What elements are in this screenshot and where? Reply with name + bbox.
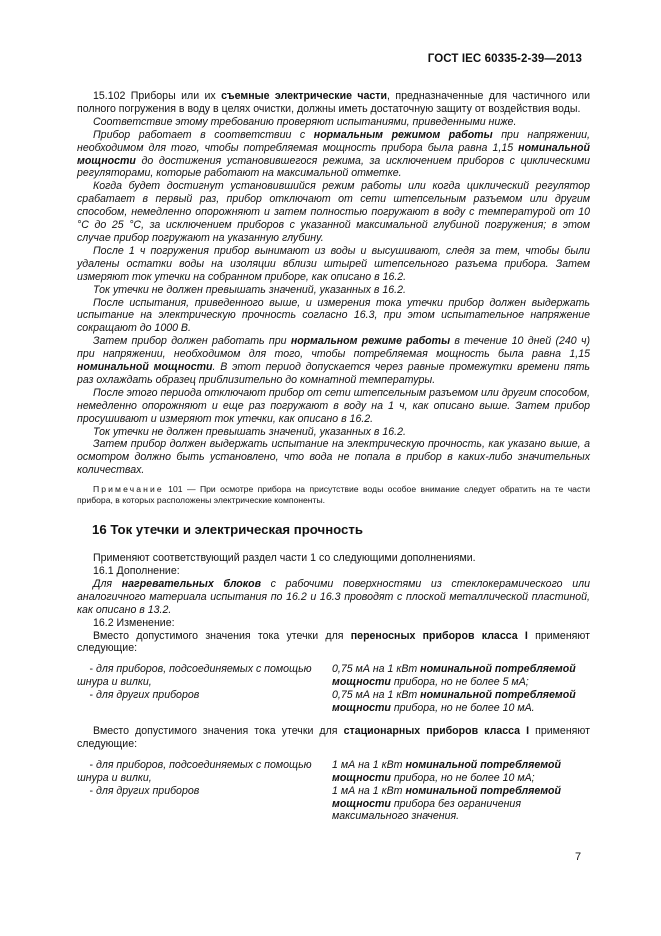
defined-term: переносных приборов класса I bbox=[350, 629, 528, 642]
text-run: применяют следующие: bbox=[77, 629, 590, 655]
stationary-limit-condition bbox=[77, 759, 332, 785]
defined-term: съемные электрические части bbox=[221, 90, 388, 102]
text-run: при напряжении, необходимом для того, чтобы потребляемая мощность прибора была равна 1,15 bbox=[77, 128, 590, 154]
portable-limit-row bbox=[77, 689, 590, 715]
clause-16-1-label bbox=[77, 565, 590, 578]
clause-16-1-text bbox=[77, 578, 590, 617]
text-run: 0,75 мА на 1 кВт bbox=[332, 663, 421, 676]
text-run: Затем прибор должен выдержать испытание на электрическую прочность, как указано выше, а осмотром должно быть установлено, что вода не попала в прибор в каких-либо значительных количествах. bbox=[77, 438, 590, 477]
text-run: прибора, но не более 10 мА; bbox=[390, 771, 535, 784]
defined-term: нормальным режимом работы bbox=[313, 128, 493, 141]
note-text: 101 — При осмотре прибора на присутствие воды особое внимание следует обратить на те части прибора, в которых расположены электрические компоненты. bbox=[77, 484, 590, 506]
text-run: Соответствие этому требованию проверяют испытаниями, приведенными ниже. bbox=[93, 115, 517, 128]
text-run: 0,75 мА на 1 кВт bbox=[332, 689, 421, 702]
clause-15-102-paragraph bbox=[77, 90, 590, 116]
text-run: После 1 ч погружения прибор вынимают из воды и высушивают, следя за тем, чтобы были удалены остатки воды на изоляции вблизи штырей штепсельного разъема прибора. Затем измеряют ток утечки на собранном приборе, как описано в 16.2. bbox=[77, 244, 590, 283]
defined-term: номинальной потребляемой мощности bbox=[332, 758, 561, 784]
portable-limits-table bbox=[77, 663, 590, 715]
text-run: , предназначенные для частичного или полного погружения в воду в целях очистки, должны иметь достаточную защиту от воздействия воды. bbox=[77, 90, 591, 115]
test-paragraph bbox=[77, 129, 590, 181]
stationary-limit-row bbox=[77, 785, 590, 824]
text-run: 16.1 Дополнение: bbox=[93, 565, 180, 577]
defined-term: номинальной потребляемой мощности bbox=[332, 663, 576, 689]
stationary-limit-condition bbox=[77, 785, 332, 824]
portable-limit-limit bbox=[332, 663, 590, 689]
defined-term: нагревательных блоков bbox=[121, 577, 261, 590]
defined-term: стационарных приборов класса I bbox=[343, 724, 530, 737]
note-label: Примечание bbox=[93, 484, 164, 495]
stationary-limit-row bbox=[77, 759, 590, 785]
test-paragraph bbox=[77, 387, 590, 426]
text-run: прибора, но не более 10 мА. bbox=[390, 702, 535, 715]
text-run: прибора без ограничения максимального значения. bbox=[332, 797, 521, 823]
section-16-intro bbox=[77, 552, 590, 565]
text-run: 16.2 Изменение: bbox=[93, 616, 175, 629]
stationary-intro bbox=[77, 725, 590, 751]
defined-term: номинальной мощности bbox=[77, 361, 213, 374]
text-run: 1 мА на 1 кВт bbox=[332, 784, 406, 797]
test-paragraph bbox=[77, 297, 590, 336]
text-run: 15.102 Приборы или их bbox=[93, 90, 222, 102]
clause-16-2-label bbox=[77, 617, 590, 630]
test-paragraph bbox=[77, 335, 590, 387]
condition-text: для других приборов bbox=[96, 689, 200, 702]
section-16-heading: 16 Ток утечки и электрическая прочность bbox=[92, 522, 363, 538]
text-run: Для bbox=[93, 577, 122, 590]
list-dash: - bbox=[89, 689, 93, 702]
text-run: Затем прибор должен работать при bbox=[93, 335, 291, 348]
list-dash: - bbox=[89, 758, 93, 771]
text-run: . В этот период допускается через равные промежутки времени пять раз охлаждать образец приблизительно до комнатной температуры. bbox=[77, 361, 590, 386]
stationary-limit-limit bbox=[332, 759, 590, 785]
condition-text: для приборов, подсоединяемых с помощью шнура и вилки, bbox=[77, 758, 312, 784]
text-run: Ток утечки не должен превышать значений, указанных в 16.2. bbox=[93, 283, 406, 296]
text-run: Прибор работает в соответствии с bbox=[93, 128, 314, 141]
test-paragraph bbox=[77, 180, 590, 245]
page-body bbox=[77, 90, 590, 833]
text-run: применяют следующие: bbox=[77, 724, 590, 750]
text-run: После испытания, приведенного выше, и измерения тока утечки прибор должен выдержать испытание на электрическую прочность согласно 16.3, при этом испытательное напряжение сокращают до 1000 В. bbox=[77, 296, 590, 335]
defined-term: нормальном режиме работы bbox=[290, 335, 451, 348]
text-run: с рабочими поверхностями из стеклокерамического или аналогичного материала испытания по 16.2 и 16.3 проводят с плоской металлической пластиной, как описано в 13.2. bbox=[77, 577, 590, 616]
page-number: 7 bbox=[575, 851, 582, 863]
portable-limit-condition bbox=[77, 689, 332, 715]
note-101 bbox=[77, 484, 590, 506]
text-run: прибора, но не более 5 мА; bbox=[390, 676, 529, 689]
text-run: до достижения установившегося режима, за исключением приборов с циклическими регуляторами, которые работают на максимальной отметке. bbox=[77, 154, 590, 180]
portable-limit-limit bbox=[332, 689, 590, 715]
list-dash: - bbox=[89, 784, 93, 797]
text-run: После этого периода отключают прибор от сети штепсельным разъемом или другим способом, немедленно опорожняют и еще раз погружают в воду на 1 ч, как описано выше. Затем прибор просушивают и измеряют ток утечки, как описано в 16.2. bbox=[77, 386, 590, 425]
text-run: Когда будет достигнут установившийся режим работы или когда циклический регулятор срабатает в первый раз, прибор отключают от сети штепсельным разъемом или другим способом, немедленно опорожняют и затем полностью погружают в воду с температурой от 10 °С до 25 °С, за исключением приборов с указанной максимальной глубиной погружения; в этом случае прибор погружают на указанную глубину. bbox=[77, 180, 590, 244]
text-run: в течение 10 дней (240 ч) при напряжении, необходимом для того, чтобы потребляемая мощность была равна 1,15 bbox=[77, 335, 590, 361]
portable-limit-condition bbox=[77, 663, 332, 689]
stationary-limit-limit bbox=[332, 785, 590, 824]
compliance-paragraph bbox=[77, 116, 590, 129]
text-run: Вместо допустимого значения тока утечки для bbox=[93, 629, 351, 642]
defined-term: номинальной потребляемой мощности bbox=[332, 689, 576, 715]
text-run: Применяют соответствующий раздел части 1 со следующими дополнениями. bbox=[93, 552, 476, 565]
test-paragraph bbox=[77, 245, 590, 284]
portable-limit-row bbox=[77, 663, 590, 689]
text-run: Вместо допустимого значения тока утечки для bbox=[93, 724, 344, 737]
condition-text: для приборов, подсоединяемых с помощью шнура и вилки, bbox=[77, 663, 312, 689]
text-run: Ток утечки не должен превышать значений, указанных в 16.2. bbox=[93, 425, 406, 438]
standard-header: ГОСТ IEC 60335-2-39—2013 bbox=[427, 53, 582, 65]
text-run: 1 мА на 1 кВт bbox=[332, 758, 406, 771]
condition-text: для других приборов bbox=[96, 784, 200, 797]
test-paragraph bbox=[77, 438, 590, 477]
portable-intro bbox=[77, 630, 590, 656]
test-paragraph bbox=[77, 284, 590, 297]
test-paragraph bbox=[77, 426, 590, 439]
defined-term: номинальной потребляемой мощности bbox=[332, 784, 561, 810]
defined-term: номинальной мощности bbox=[77, 141, 590, 167]
stationary-limits-table bbox=[77, 759, 590, 824]
list-dash: - bbox=[89, 663, 93, 676]
